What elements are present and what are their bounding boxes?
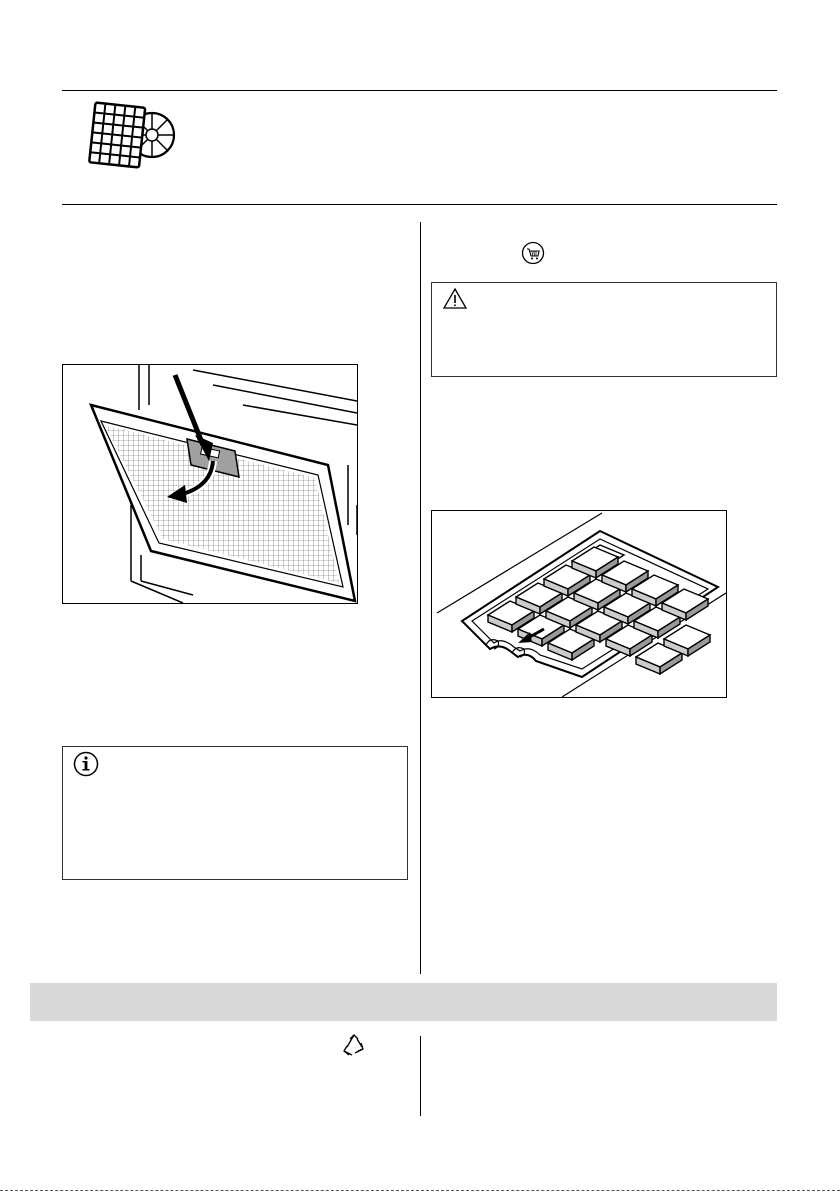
section-header-bar bbox=[30, 983, 777, 1021]
header-bottom-rule bbox=[62, 204, 777, 205]
filter-fan-icon bbox=[82, 97, 182, 177]
column-divider bbox=[420, 222, 421, 974]
grease-filter-figure bbox=[62, 364, 358, 604]
recycle-icon bbox=[341, 1033, 367, 1059]
warning-triangle-icon bbox=[442, 287, 468, 311]
info-note-box bbox=[62, 746, 408, 880]
shopping-cart-icon bbox=[521, 241, 545, 265]
charcoal-filter-figure bbox=[431, 510, 727, 698]
bottom-column-divider bbox=[420, 1036, 421, 1116]
warning-box bbox=[431, 282, 777, 377]
info-icon bbox=[73, 751, 99, 777]
header-top-rule bbox=[62, 90, 777, 91]
page-bottom-edge bbox=[0, 1190, 840, 1191]
